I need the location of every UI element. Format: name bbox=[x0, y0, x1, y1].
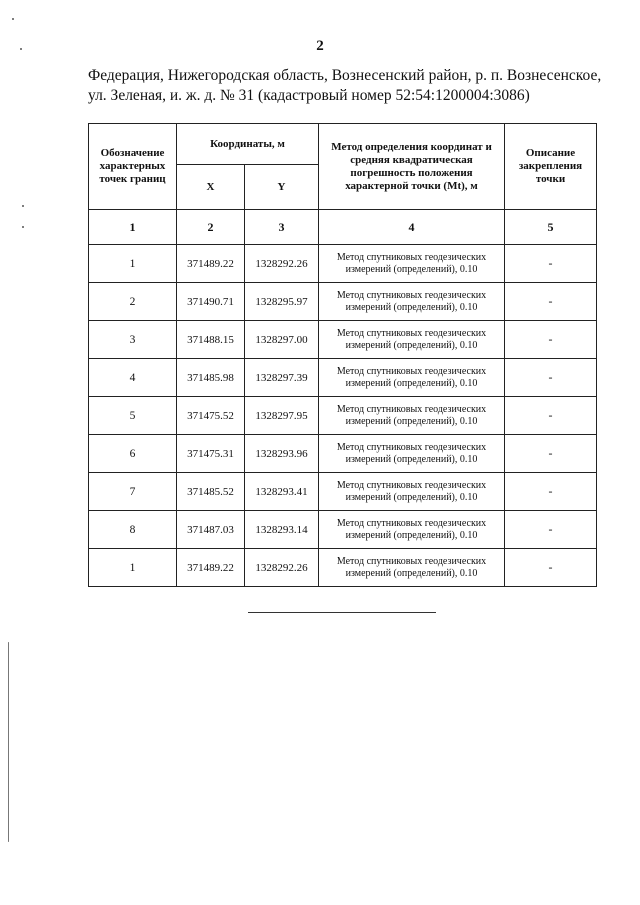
table-row bbox=[89, 321, 597, 359]
page-number: 2 bbox=[316, 38, 324, 54]
address-line-1: Федерация, Нижегородская область, Вознесенский район, р. п. Вознесенское, bbox=[88, 67, 602, 84]
point-cell: 2 bbox=[89, 283, 177, 321]
y-cell: 1328293.14 bbox=[245, 511, 319, 549]
table-row bbox=[89, 397, 597, 435]
point-cell: 7 bbox=[89, 473, 177, 511]
description-cell: - bbox=[505, 283, 597, 321]
closing-rule bbox=[248, 612, 436, 613]
header-coordinates: Координаты, м bbox=[177, 124, 319, 165]
x-cell: 371485.98 bbox=[177, 359, 245, 397]
address-line-2: ул. Зеленая, и. ж. д. № 31 (кадастровый номер 52:54:1200004:3086) bbox=[88, 87, 530, 104]
method-cell: Метод спутниковых геодезических измерений (определений), 0.10 bbox=[319, 321, 505, 359]
y-cell: 1328293.41 bbox=[245, 473, 319, 511]
table-row bbox=[89, 435, 597, 473]
x-cell: 371485.52 bbox=[177, 473, 245, 511]
header-y: Y bbox=[245, 165, 319, 210]
x-cell: 371475.31 bbox=[177, 435, 245, 473]
table-row bbox=[89, 549, 597, 587]
description-cell: - bbox=[505, 473, 597, 511]
scan-edge-line bbox=[8, 642, 9, 842]
method-cell: Метод спутниковых геодезических измерений (определений), 0.10 bbox=[319, 359, 505, 397]
y-cell: 1328297.39 bbox=[245, 359, 319, 397]
y-cell: 1328293.96 bbox=[245, 435, 319, 473]
address-paragraph bbox=[88, 66, 608, 106]
y-cell: 1328295.97 bbox=[245, 283, 319, 321]
column-number: 2 bbox=[177, 210, 245, 245]
method-cell: Метод спутниковых геодезических измерений (определений), 0.10 bbox=[319, 549, 505, 587]
x-cell: 371487.03 bbox=[177, 511, 245, 549]
column-number: 5 bbox=[505, 210, 597, 245]
method-cell: Метод спутниковых геодезических измерений (определений), 0.10 bbox=[319, 283, 505, 321]
description-cell: - bbox=[505, 245, 597, 283]
column-number: 4 bbox=[319, 210, 505, 245]
header-method: Метод определения координат и средняя квадратическая погрешность положения характерной точки (Mt), м bbox=[319, 124, 505, 210]
header-point-designation: Обозначение характерных точек границ bbox=[89, 124, 177, 210]
point-cell: 5 bbox=[89, 397, 177, 435]
x-cell: 371489.22 bbox=[177, 549, 245, 587]
table-row bbox=[89, 283, 597, 321]
x-cell: 371489.22 bbox=[177, 245, 245, 283]
column-number-row bbox=[89, 210, 597, 245]
method-cell: Метод спутниковых геодезических измерений (определений), 0.10 bbox=[319, 473, 505, 511]
y-cell: 1328297.95 bbox=[245, 397, 319, 435]
table-row bbox=[89, 473, 597, 511]
method-cell: Метод спутниковых геодезических измерений (определений), 0.10 bbox=[319, 435, 505, 473]
header-x: X bbox=[177, 165, 245, 210]
point-cell: 6 bbox=[89, 435, 177, 473]
method-cell: Метод спутниковых геодезических измерений (определений), 0.10 bbox=[319, 397, 505, 435]
coordinates-table bbox=[88, 123, 597, 587]
description-cell: - bbox=[505, 321, 597, 359]
header-description: Описание закрепления точки bbox=[505, 124, 597, 210]
x-cell: 371475.52 bbox=[177, 397, 245, 435]
scan-speck bbox=[20, 48, 22, 50]
point-cell: 1 bbox=[89, 245, 177, 283]
y-cell: 1328292.26 bbox=[245, 245, 319, 283]
column-number: 3 bbox=[245, 210, 319, 245]
scan-speck bbox=[12, 18, 14, 20]
point-cell: 1 bbox=[89, 549, 177, 587]
y-cell: 1328292.26 bbox=[245, 549, 319, 587]
point-cell: 4 bbox=[89, 359, 177, 397]
point-cell: 8 bbox=[89, 511, 177, 549]
description-cell: - bbox=[505, 359, 597, 397]
description-cell: - bbox=[505, 397, 597, 435]
table-row bbox=[89, 245, 597, 283]
point-cell: 3 bbox=[89, 321, 177, 359]
description-cell: - bbox=[505, 511, 597, 549]
description-cell: - bbox=[505, 435, 597, 473]
x-cell: 371488.15 bbox=[177, 321, 245, 359]
description-cell: - bbox=[505, 549, 597, 587]
y-cell: 1328297.00 bbox=[245, 321, 319, 359]
scan-speck bbox=[22, 226, 24, 228]
column-number: 1 bbox=[89, 210, 177, 245]
method-cell: Метод спутниковых геодезических измерений (определений), 0.10 bbox=[319, 511, 505, 549]
table-row bbox=[89, 359, 597, 397]
scan-speck bbox=[22, 205, 24, 207]
x-cell: 371490.71 bbox=[177, 283, 245, 321]
table-row bbox=[89, 511, 597, 549]
method-cell: Метод спутниковых геодезических измерений (определений), 0.10 bbox=[319, 245, 505, 283]
